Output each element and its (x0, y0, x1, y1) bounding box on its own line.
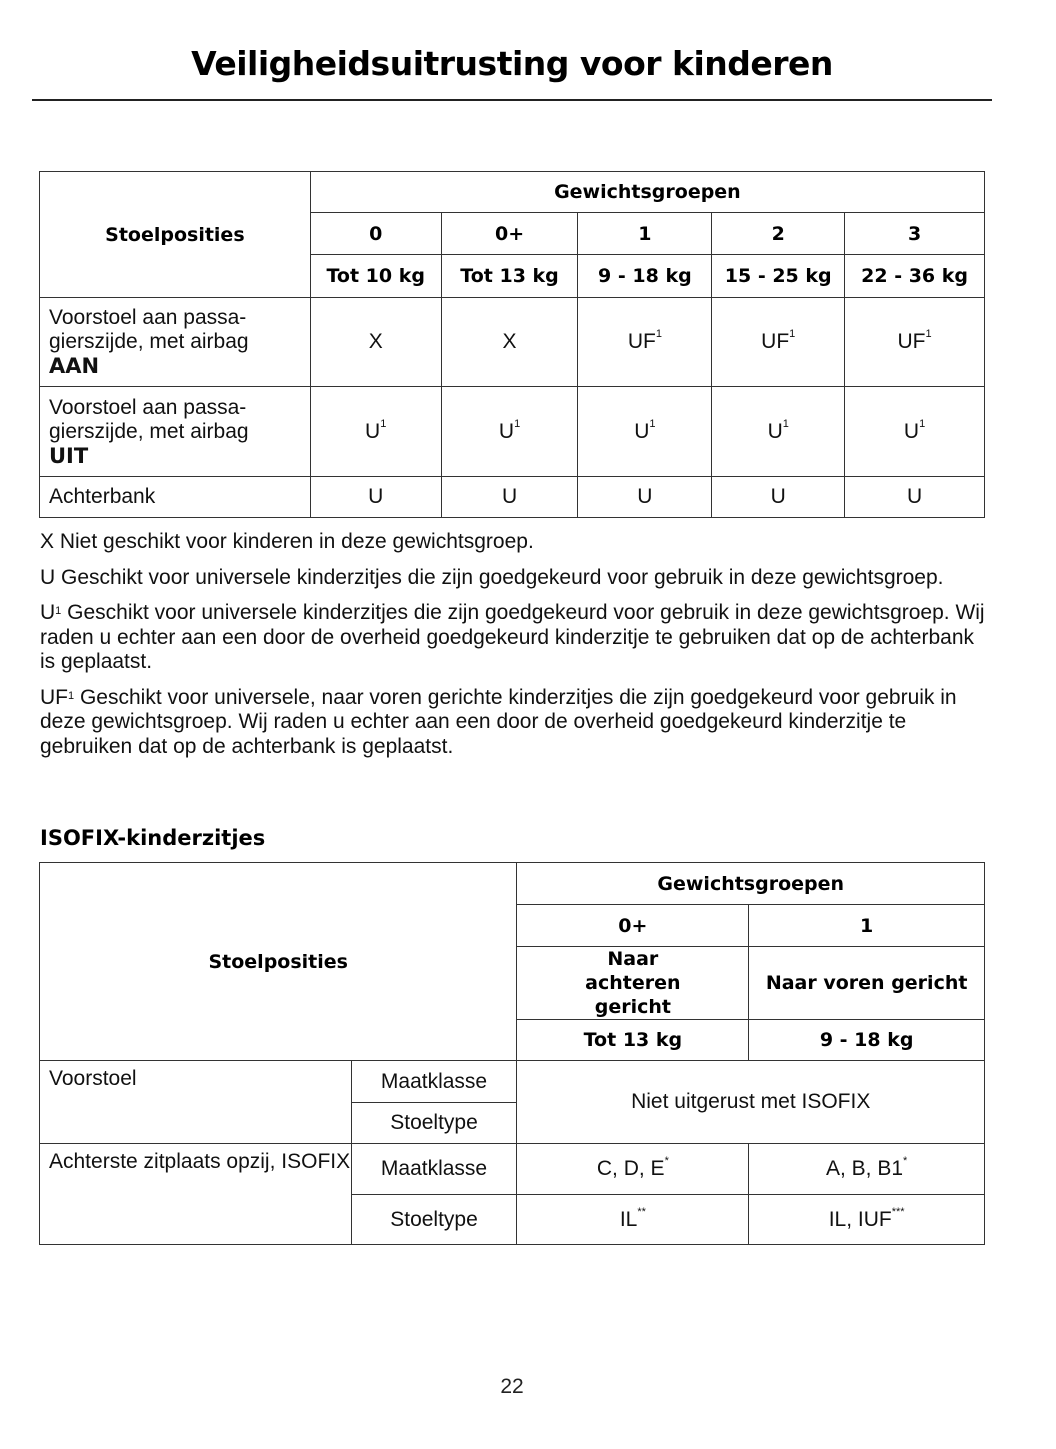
table-cell: IL, IUF*** (749, 1195, 985, 1245)
attribute-label: Maatklasse (351, 1144, 517, 1195)
group-header: 1 (749, 905, 985, 947)
table-cell: U (712, 477, 845, 518)
table-cell: U (310, 477, 441, 518)
note-uf1: $UF^1$ Geschikt voor universele, naar voren gerichte kinderzitjes die zijn goedgekeurd voor gebruik in deze gewichtsgroep. Wij raden u echter aan een door de overheid goedgekeurd kinderzitje te gebruiken dat op de achterbank is geplaatst. (40, 685, 957, 758)
attribute-label: Stoeltype (351, 1195, 517, 1245)
row-label: Voorstoel aan passa- gierszijde, met airbag UIT (40, 387, 311, 477)
row-label: Voorstoel (40, 1061, 352, 1144)
table-cell: $U^1$ (310, 387, 441, 477)
group-header: 3 (845, 213, 985, 255)
table-row (40, 1144, 985, 1195)
table-cell: $U^1$ (441, 387, 578, 477)
table-row (40, 298, 985, 387)
table-row (40, 477, 985, 518)
note-u1: $U^1$ Geschikt voor universele kinderzitjes die zijn goedgekeurd voor gebruik in deze gewichtsgroep. Wij raden u echter aan een door de overheid goedgekeurd kinderzitje te gebruiken dat op de achterbank is geplaatst. (40, 601, 985, 673)
legend-notes (40, 530, 990, 770)
weight-header: 9 - 18 kg (578, 255, 712, 298)
table-cell: $UF^1$ (578, 298, 712, 387)
isofix-heading: ISOFIX-kinderzitjes (40, 826, 266, 850)
table-cell: $UF^1$ (845, 298, 985, 387)
table-cell: C, D, E* (517, 1144, 749, 1195)
table-cell: $UF^1$ (712, 298, 845, 387)
row-label: Achterbank (40, 477, 311, 518)
corner-header: Stoelposities (40, 172, 311, 298)
row-label: Achterste zitplaats opzij, ISOFIX (40, 1144, 352, 1245)
weight-header: 22 - 36 kg (845, 255, 985, 298)
page-number: 22 (500, 1375, 524, 1398)
seat-positions-table (39, 171, 985, 518)
title-divider (32, 99, 992, 101)
table-cell: $U^1$ (578, 387, 712, 477)
row-label: Voorstoel aan passa- gierszijde, met airbag AAN (40, 298, 311, 387)
table-cell: U (845, 477, 985, 518)
table-row (40, 1061, 985, 1103)
direction-header: Naar voren gericht (749, 947, 985, 1020)
group-header: 0 (310, 213, 441, 255)
weight-header: 15 - 25 kg (712, 255, 845, 298)
group-header: 1 (578, 213, 712, 255)
table-cell: $U^1$ (845, 387, 985, 477)
table-cell: X (310, 298, 441, 387)
page-title: Veiligheidsuitrusting voor kinderen (191, 44, 833, 83)
weight-groups-header: Gewichtsgroepen (310, 172, 984, 213)
table-cell: A, B, B1* (749, 1144, 985, 1195)
weight-header: Tot 13 kg (441, 255, 578, 298)
corner-header: Stoelposities (40, 863, 517, 1061)
weight-groups-header: Gewichtsgroepen (517, 863, 985, 905)
table-cell: $U^1$ (712, 387, 845, 477)
attribute-label: Maatklasse (351, 1061, 517, 1103)
group-header: 0+ (441, 213, 578, 255)
group-header: 0+ (517, 905, 749, 947)
table-cell: U (441, 477, 578, 518)
table-cell: IL** (517, 1195, 749, 1245)
note-u: U Geschikt voor universele kinderzitjes die zijn goedgekeurd voor gebruik in deze gewichtsgroep. (40, 565, 944, 589)
weight-header: Tot 10 kg (310, 255, 441, 298)
group-header: 2 (712, 213, 845, 255)
weight-header: 9 - 18 kg (749, 1020, 985, 1061)
table-cell: U (578, 477, 712, 518)
isofix-table (39, 862, 985, 1245)
table-cell: X (441, 298, 578, 387)
note-x: X Niet geschikt voor kinderen in deze gewichtsgroep. (40, 530, 534, 553)
merged-cell: Niet uitgerust met ISOFIX (517, 1061, 985, 1144)
attribute-label: Stoeltype (351, 1103, 517, 1144)
direction-header: Naar achteren gericht (517, 947, 749, 1020)
weight-header: Tot 13 kg (517, 1020, 749, 1061)
table-row (40, 387, 985, 477)
